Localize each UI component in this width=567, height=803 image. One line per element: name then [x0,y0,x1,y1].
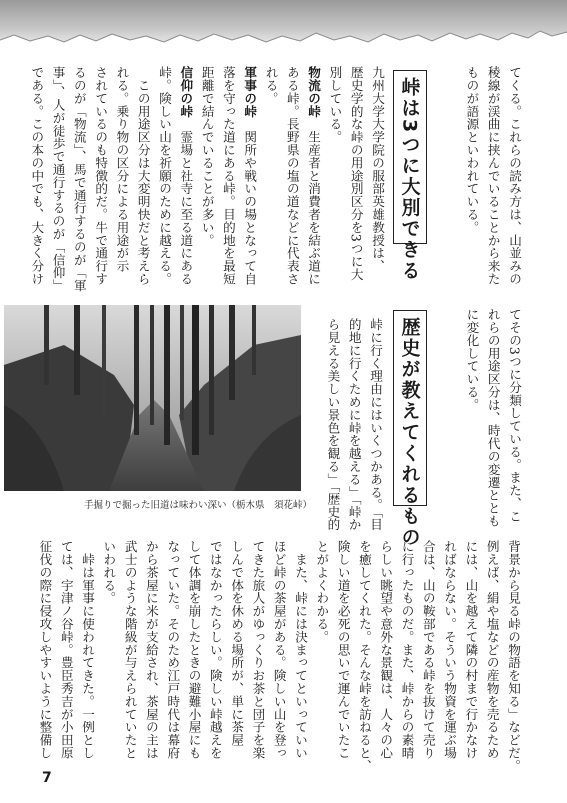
text-line: 険しい道を必死の思いで運んでいたこ [335,540,351,760]
text-line: てきた旅人がゆっくりお茶と団子を楽 [250,540,266,760]
text-line: また、峠には決まってといっていい [293,540,309,760]
term-military: 軍事の峠 [242,66,258,118]
text-line: である。この本の中でも、大きく分け [29,66,45,286]
text-line: 合は、山の鞍部である峠を抜けて売り [420,540,436,760]
text-line: には、山を越えて隣の村まで行かなけ [463,540,479,760]
torn-paper-header [0,0,567,52]
text-line: れる。 [263,66,279,105]
text-block-top-left [29,66,388,292]
text-line: 歴史学的な峠の用途別区分を3つに大 [348,66,364,281]
text-line: 例えば、絹や塩などの産物を売るため [484,540,500,760]
text-line: てくる。これらの読み方は、山並みの [507,66,522,286]
paragraph-military [239,66,260,288]
section-heading-2-text: 歴史が教えてくれるもの [398,317,421,548]
section-heading-1-text: 峠は3つに大別できる [398,77,421,282]
text-line: れる。乗り物の区分による用途が示 [114,66,130,273]
forest-path-photo [4,305,301,491]
section-heading-1 [393,70,427,282]
text-line: 峠に行く理由にはいくつかある。「目 [368,318,383,531]
text-line: に行ったものだ。また、峠からの素晴 [399,540,415,760]
text-line: 背景から見る峠の物語を知る」などだ。 [506,540,521,773]
text-line: から茶屋に米が支給され、茶屋の主は [143,540,159,760]
text-line: ればならない。そういう物資を運ぶ場 [442,540,458,760]
text-line: 関所や戦いの場となって自 [242,117,258,286]
text-block-middle-right [461,308,525,528]
text-line: てその3つに分類している。また、こ [507,308,522,523]
text-line: 別している。 [327,66,343,144]
text-line: に変化している。 [464,308,480,412]
text-line: らしい眺望や意外な景観は、人々の心 [378,540,394,760]
text-line: なっていた。そのため江戸時代は幕府 [165,540,181,760]
text-line: 落を守った道にある峠。目的地を最短 [220,66,236,286]
section-heading-2 [393,310,427,548]
text-block-bottom [37,540,524,773]
text-line: 生産者と消費者を結ぶ道に [306,117,322,286]
text-line: されているのも特徴的だ。牛で通行す [93,66,109,286]
text-line: 的地に行くために峠を越える」「峠か [346,318,362,531]
text-line: して体調を崩したときの避難小屋にも [186,540,202,760]
text-line: 峠。険しい山を祈願のために越える。 [157,66,173,286]
text-line: 事」、人が徒歩で通行するのが「信仰」 [50,66,66,292]
paragraph-logistics [303,66,324,288]
text-line: いわれる。 [101,540,117,605]
text-line: 稜線が渓曲に挟んでいることから来た [485,66,501,286]
term-logistics: 物流の峠 [306,66,322,118]
text-line: を癒してくれた。そんな峠を訪ねると、 [356,540,372,773]
text-line: 征伐の際に侵攻しやすいように整備し [37,540,53,760]
text-line: れらの用途区分は、時代の変遷ととも [485,308,501,528]
text-line: 武士のような階級が与えられていたと [122,540,138,760]
text-line: 峠は軍事に使われてきた。一例とし [80,540,96,760]
text-line: ほど峠の茶屋がある。険しい山を登っ [271,540,287,760]
text-line: ある峠。長野県の塩の道などに代表さ [284,66,300,286]
text-line: この用途区分は大変明快だと考えら [135,66,151,286]
text-line: ら見える美しい景色を観る」「歴史的 [325,318,341,531]
text-line: ではなかったらしい。険しい峠越えを [207,540,223,760]
text-line: 九州大学大学院の服部英雄教授は、 [370,66,385,273]
photo-caption: 手掘りで掘った旧道は味わい深い（栃木県 須花峠） [84,500,313,511]
paragraph-faith [175,66,196,288]
text-line: 霊場と社寺に至る道にある [178,117,194,286]
text-block-top-right [461,66,525,288]
text-line: しんで体を休める場所が、単に茶屋 [229,540,245,747]
text-line: ものが語源といわれている。 [464,66,480,234]
term-faith: 信仰の峠 [178,66,194,118]
text-line: るのが「物流」、馬で通行するのが「軍 [71,66,87,292]
text-line: ては、宇津ノ谷峠。豊臣秀吉が小田原 [58,540,74,760]
text-block-middle-left [310,318,386,531]
text-line: 距離で結んでいることが多い。 [199,66,215,247]
text-line: とがよくわかる。 [314,540,330,644]
page-number: 7 [42,770,52,786]
